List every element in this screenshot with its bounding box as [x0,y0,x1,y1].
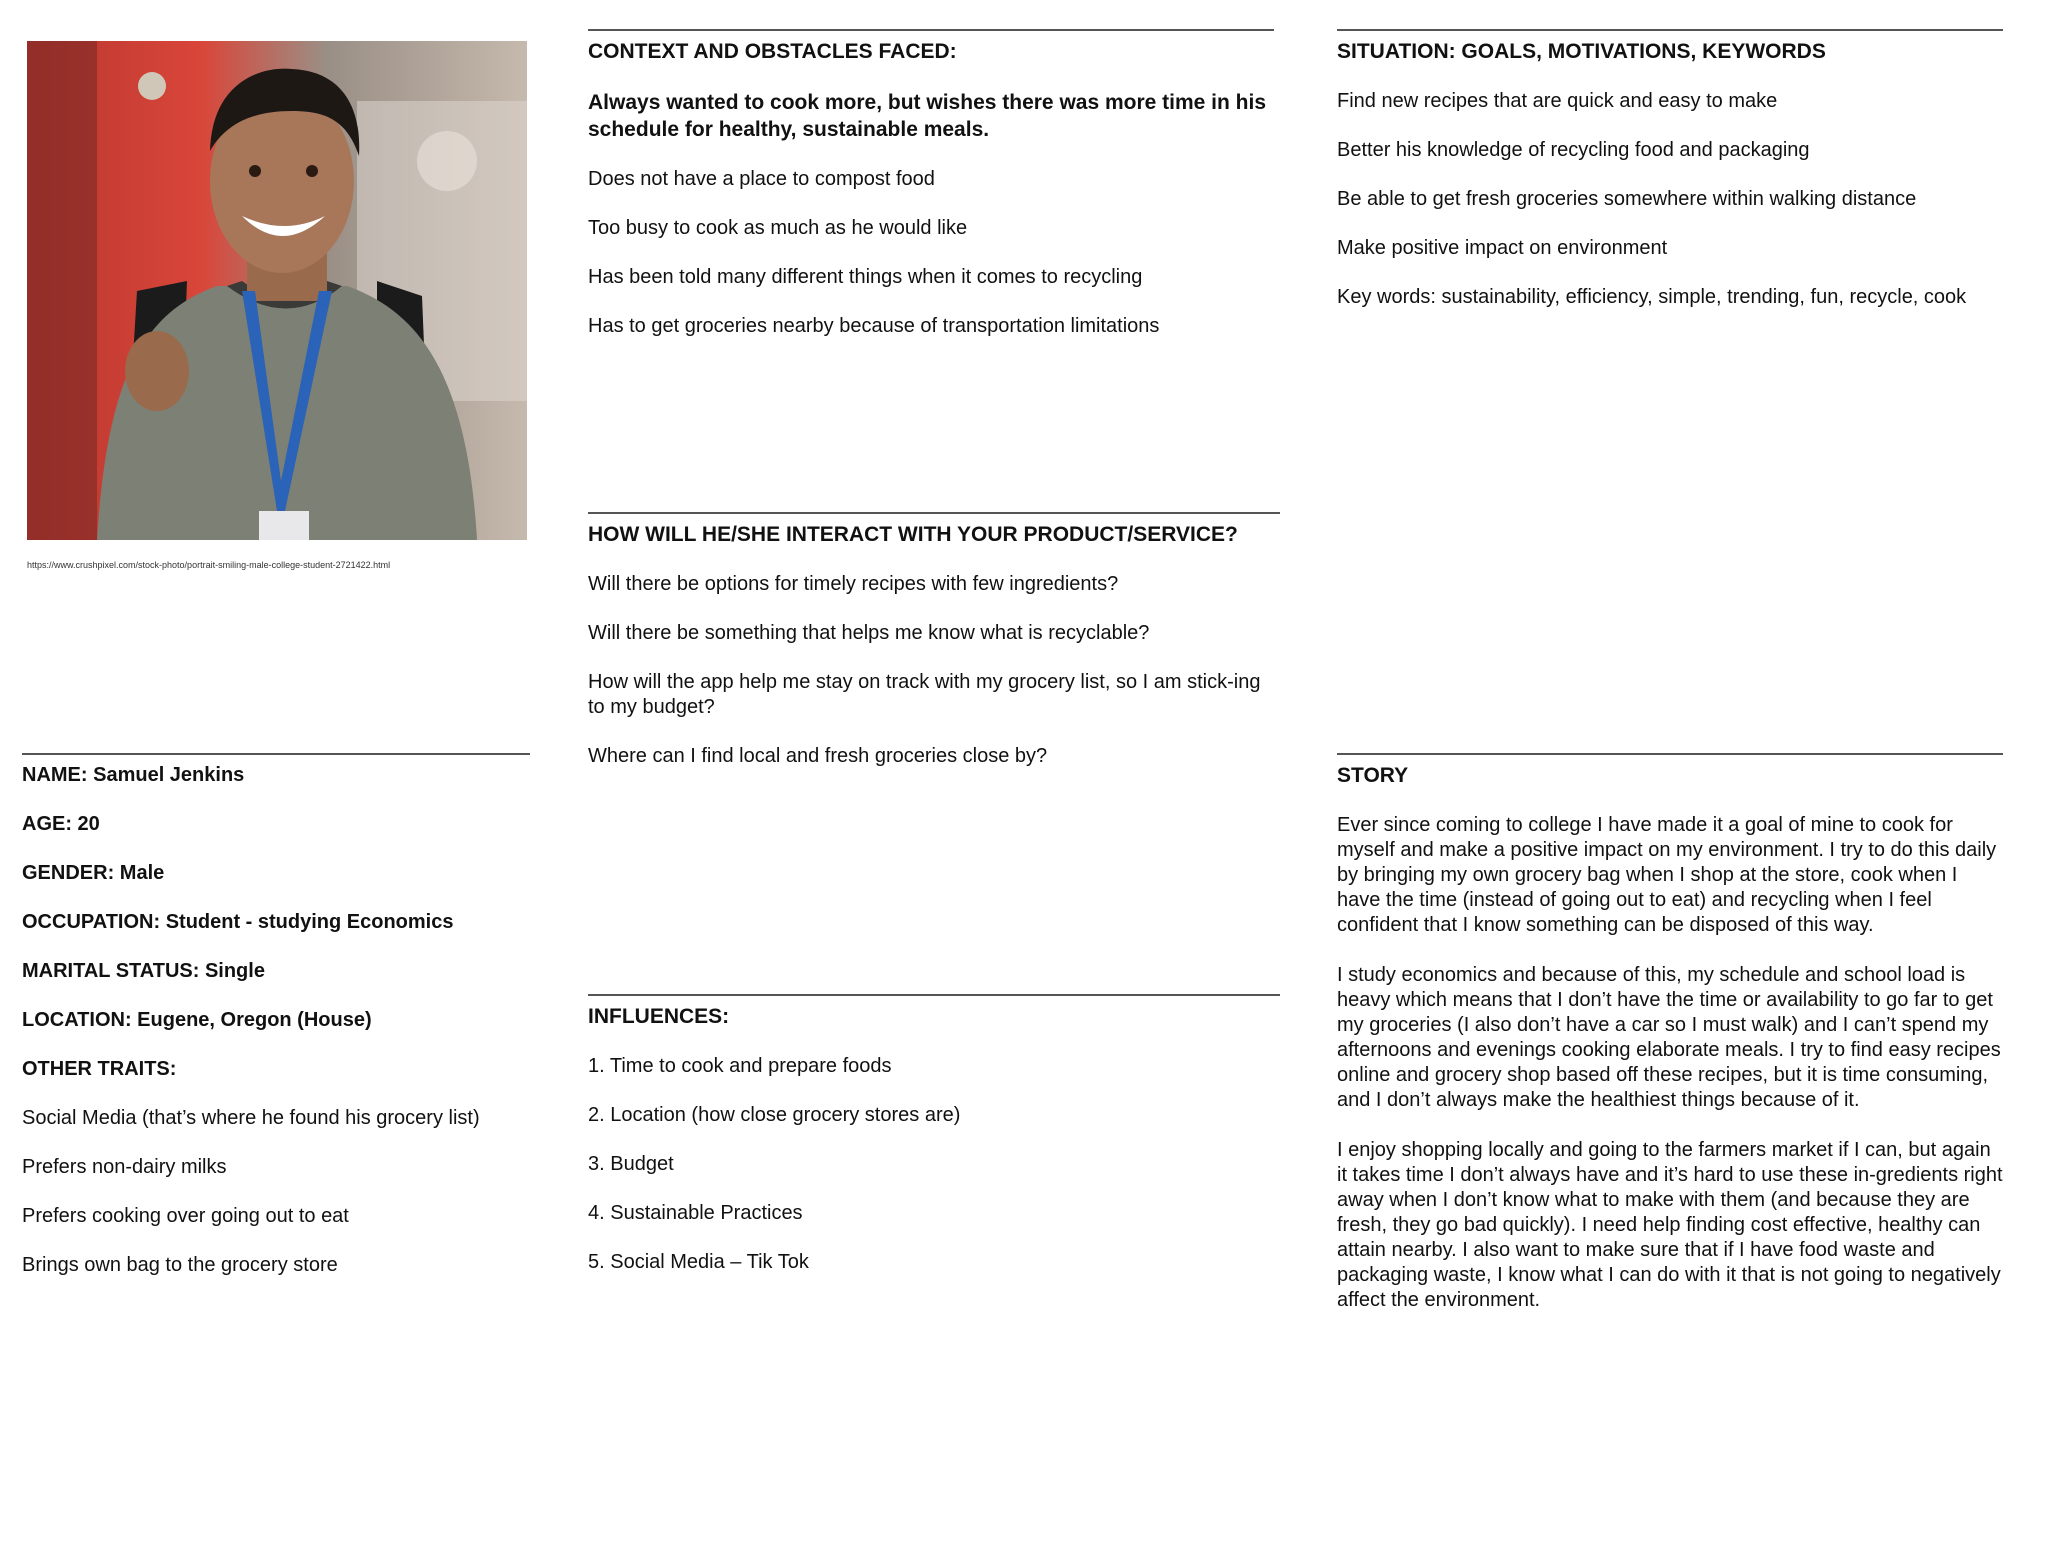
goal-item: Key words: sustainability, efficiency, simple, trending, fun, recycle, cook [1337,286,1967,308]
goals-section [1337,29,2003,310]
goal-item: Find new recipes that are quick and easy to make [1337,90,1778,112]
interaction-title: HOW WILL HE/SHE INTERACT WITH YOUR PRODUCT/SERVICE? [588,523,1238,546]
influences-section [588,994,1280,1275]
profile-gender: GENDER: Male [22,862,165,884]
profile-occupation: OCCUPATION: Student - studying Economics [22,911,454,933]
context-item: Has been told many different things when it comes to recycling [588,266,1143,288]
profile-section [22,753,530,1278]
story-paragraph: I study economics and because of this, my schedule and school load is heavy which means that I don’t have the time or availability to go far to get my groceries (I also don’t have a car so I must walk) and I can’t spend my afternoons and evenings cooking elaborate meals. I try to find easy recipes online and grocery shop based off these recipes, but it is time consuming, and I don’t always make the healthiest things because of it. [1337,964,2001,1111]
interaction-item: Where can I find local and fresh groceries close by? [588,745,1048,767]
interaction-item: How will the app help me stay on track with my grocery list, so I am stick-ing to my budget? [588,671,1261,718]
context-item: Has to get groceries nearby because of transportation limitations [588,315,1160,337]
trait-item: Social Media (that’s where he found his grocery list) [22,1107,480,1129]
context-section [588,29,1274,339]
trait-item: Prefers cooking over going out to eat [22,1205,349,1227]
goal-item: Be able to get fresh groceries somewhere within walking distance [1337,188,1917,210]
context-item: Too busy to cook as much as he would like [588,217,968,239]
goals-title: SITUATION: GOALS, MOTIVATIONS, KEYWORDS [1337,40,1826,63]
influences-title: INFLUENCES: [588,1005,730,1028]
influence-item: 4. Sustainable Practices [588,1202,803,1224]
influence-item: 2. Location (how close grocery stores are) [588,1104,961,1126]
profile-age: AGE: 20 [22,813,100,835]
profile-name: NAME: Samuel Jenkins [22,764,245,786]
context-item: Does not have a place to compost food [588,168,935,190]
context-title: CONTEXT AND OBSTACLES FACED: [588,40,957,63]
persona-photo [27,41,527,540]
persona-photo-illustration [27,41,527,540]
profile-traits-heading: OTHER TRAITS: [22,1058,177,1080]
profile-marital-status: MARITAL STATUS: Single [22,960,265,982]
influence-item: 1. Time to cook and prepare foods [588,1055,892,1077]
influence-item: 3. Budget [588,1153,674,1175]
trait-item: Prefers non-dairy milks [22,1156,227,1178]
context-lead: Always wanted to cook more, but wishes there was more time in his schedule for healthy, sustainable meals. [588,91,1267,141]
photo-source-url[interactable]: https://www.crushpixel.com/stock-photo/portrait-smiling-male-college-student-2721422.html [27,560,391,570]
goal-item: Make positive impact on environment [1337,237,1668,259]
goal-item: Better his knowledge of recycling food and packaging [1337,139,1810,161]
trait-item: Brings own bag to the grocery store [22,1254,338,1276]
interaction-item: Will there be something that helps me know what is recyclable? [588,622,1150,644]
influence-item: 5. Social Media – Tik Tok [588,1251,809,1273]
interaction-item: Will there be options for timely recipes with few ingredients? [588,573,1119,595]
story-section [1337,753,2003,1313]
story-paragraph: Ever since coming to college I have made it a goal of mine to cook for myself and make a positive impact on my environment. I try to do this daily by bringing my own grocery bag when I shop at the store, cook when I have the time (instead of going out to eat) and recycling when I feel confident that I know something can be disposed of this way. [1337,814,1997,936]
profile-location: LOCATION: Eugene, Oregon (House) [22,1009,372,1031]
interaction-section [588,512,1280,769]
story-paragraph: I enjoy shopping locally and going to the farmers market if I can, but again it takes time I don’t always have and it’s hard to use these in-gredients right away when I don’t know what to make with them (and because they are fresh, they go bad quickly). I need help finding cost effective, healthy can attain nearby. I also want to make sure that if I have food waste and packaging waste, I know what I can do with it that is not going to negatively affect the environment. [1337,1139,2003,1311]
story-title: STORY [1337,764,1409,787]
